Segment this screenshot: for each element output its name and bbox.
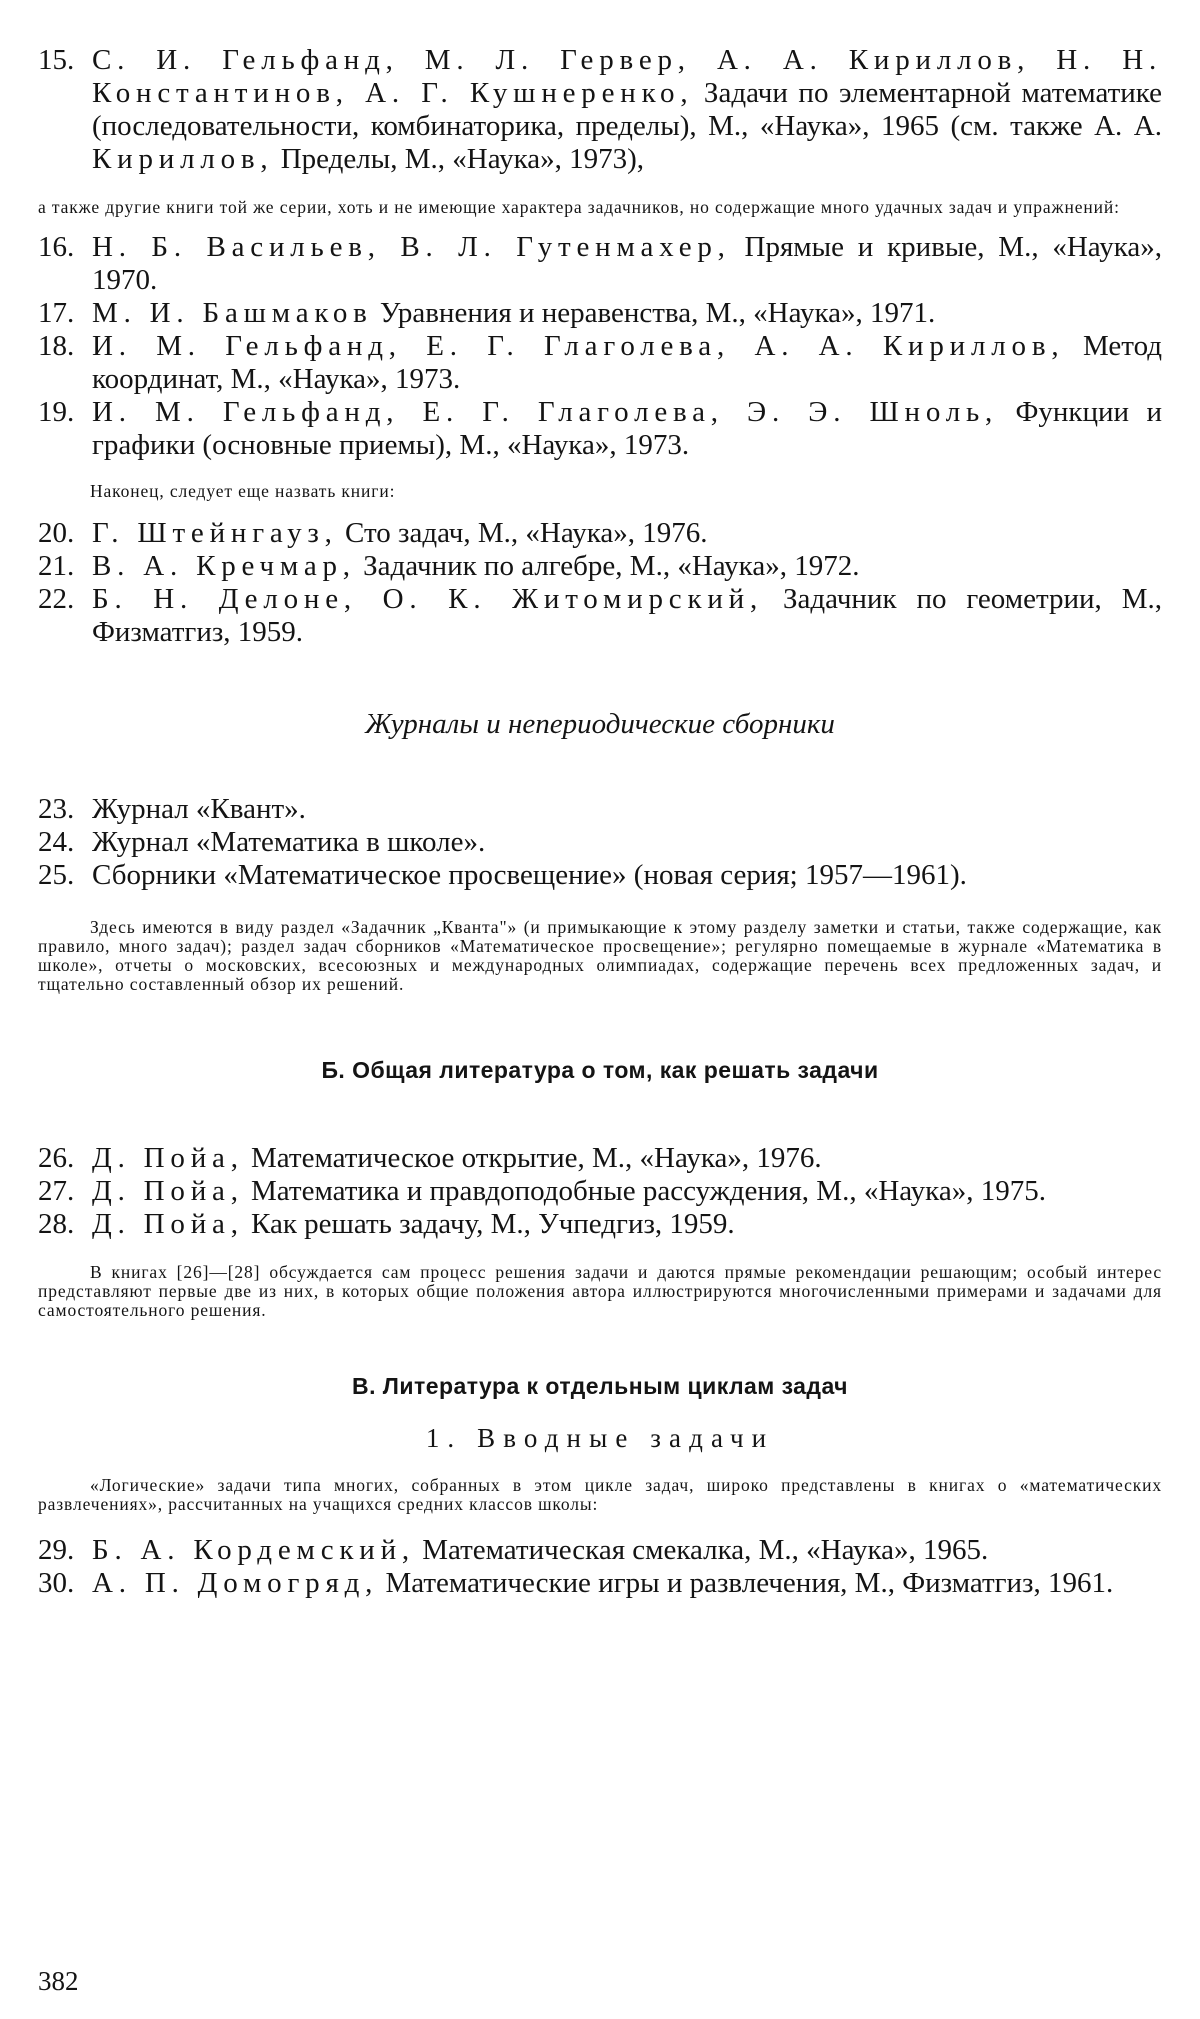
reference-author: М. И. Башмаков (92, 297, 373, 329)
reference-number: 25. (38, 859, 75, 891)
reference-30 (38, 1567, 1162, 1600)
reference-list-series (38, 231, 1162, 462)
reference-text (92, 396, 1162, 462)
reference-number: 27. (38, 1175, 75, 1207)
reference-number: 16. (38, 231, 75, 263)
reference-author: Б. Н. Делоне, О. К. Житомирский, (92, 583, 764, 615)
reference-title: Как решать задачу, М., Учпедгиз, 1959. (243, 1208, 735, 1240)
reference-28 (38, 1208, 1162, 1241)
reference-text: Сборники «Математическое просвещение» (новая серия; 1957—1961). (92, 859, 967, 891)
reference-number: 15. (38, 44, 75, 76)
reference-title: Метод координат, М., «Наука», 1973. (92, 330, 1162, 395)
reference-number: 23. (38, 793, 75, 825)
reference-list-journals (38, 793, 1162, 892)
reference-author: Г. Штейнгауз, (92, 517, 338, 549)
reference-author: Д. Пойа, (92, 1208, 244, 1240)
reference-text: Журнал «Квант». (92, 793, 306, 825)
reference-title: Прямые и кривые, М., «Наука», 1970. (92, 231, 1162, 296)
reference-author: А. П. Домогряд, (92, 1567, 379, 1599)
reference-text: Журнал «Математика в школе». (92, 826, 486, 858)
reference-27 (38, 1175, 1162, 1208)
reference-number: 17. (38, 297, 75, 329)
reference-number: 24. (38, 826, 75, 858)
reference-text (92, 550, 1162, 583)
reference-author: Д. Пойа, (92, 1142, 244, 1174)
reference-23 (38, 793, 1162, 826)
reference-text (92, 231, 1162, 297)
reference-text (92, 1175, 1162, 1208)
reference-26 (38, 1142, 1162, 1175)
reference-author: Б. А. Кордемский, (92, 1534, 415, 1566)
note-intro-problems: «Логические» задачи типа многих, собранных в этом цикле задач, широко представлены в книгах о «математических развлечениях», рассчитанных на учащихся средних классов школы: (38, 1475, 1162, 1514)
reference-author: И. М. Гельфанд, Е. Г. Глаголева, Э. Э. Шноль, (92, 396, 999, 428)
reference-number: 19. (38, 396, 75, 428)
reference-title: Уравнения и неравенства, М., «Наука», 1971. (372, 297, 936, 329)
reference-text (92, 1142, 1162, 1175)
note-section-b: В книгах [26]—[28] обсуждается сам процесс решения задачи и даются прямые рекомендации решающим; особый интерес представляют первые две из них, в которых общие положения автора иллюстрируются многочисленными примерами и задачами для самостоятельного решения. (38, 1262, 1162, 1320)
reference-text (92, 330, 1162, 396)
reference-text (92, 1567, 1162, 1600)
reference-author: Д. Пойа, (92, 1175, 244, 1207)
reference-18 (38, 330, 1162, 396)
reference-author: И. М. Гельфанд, Е. Г. Глаголева, А. А. Кириллов, (92, 330, 1065, 362)
reference-text (92, 1208, 1162, 1241)
reference-text (92, 517, 1162, 550)
reference-number: 26. (38, 1142, 75, 1174)
heading-intro-problems: 1. Вводные задачи (425, 1423, 775, 1453)
reference-text (92, 1534, 1162, 1567)
note-finally: Наконец, следует еще назвать книги: (90, 481, 396, 501)
reference-title: Математическое открытие, М., «Наука», 1976. (243, 1142, 822, 1174)
reference-author: Н. Б. Васильев, В. Л. Гутенмахер, (92, 231, 731, 263)
reference-19 (38, 396, 1162, 462)
reference-text (92, 44, 1162, 176)
reference-16 (38, 231, 1162, 297)
reference-15 (38, 44, 1162, 176)
reference-number: 30. (38, 1567, 75, 1599)
reference-title: Пределы, М., «Наука», 1973), (273, 143, 645, 175)
heading-journals: Журналы и непериодические сборники (365, 708, 835, 740)
reference-29 (38, 1534, 1162, 1567)
reference-list-b (38, 1142, 1162, 1241)
reference-title: Задачник по геометрии, М., Физматгиз, 1959. (92, 583, 1162, 648)
reference-list-finally (38, 517, 1162, 649)
note-journals: Здесь имеются в виду раздел «Задачник „Кванта"» (и примыкающие к этому разделу заметки и статьи, также содержащие, как правило, много задач); раздел задач сборников «Математическое просвещение»; регулярно помещаемые в журнале «Математика в школе», отчеты о московских, всесоюзных и международных олимпиадах, содержащие перечень всех предложенных задач, и тщательно составленный обзор их решений. (38, 917, 1162, 994)
reference-24 (38, 826, 1162, 859)
reference-list-intro (38, 1534, 1162, 1600)
heading-section-b: Б. Общая литература о том, как решать задачи (321, 1057, 879, 1083)
reference-number: 21. (38, 550, 75, 582)
reference-title: Математические игры и развлечения, М., Физматгиз, 1961. (378, 1567, 1114, 1599)
reference-25 (38, 859, 1162, 892)
reference-text (92, 583, 1162, 649)
page-number: 382 (38, 1966, 79, 1996)
reference-number: 28. (38, 1208, 75, 1240)
reference-title: Сто задач, М., «Наука», 1976. (337, 517, 708, 549)
reference-17 (38, 297, 1162, 330)
reference-number: 29. (38, 1534, 75, 1566)
heading-section-v: В. Литература к отдельным циклам задач (352, 1373, 848, 1399)
reference-text (92, 297, 1162, 330)
reference-number: 22. (38, 583, 75, 615)
reference-title: Функции и графики (основные приемы), М., «Наука», 1973. (92, 396, 1162, 461)
reference-title: Математическая смекалка, М., «Наука», 1965. (414, 1534, 989, 1566)
reference-author: В. А. Кречмар, (92, 550, 356, 582)
reference-21 (38, 550, 1162, 583)
reference-22 (38, 583, 1162, 649)
reference-number: 20. (38, 517, 75, 549)
reference-title: Задачи по элементарной математике (последовательности, комбинаторика, пределы), М., «Наука», 1965 (см. также А. А. (92, 77, 1162, 142)
reference-author: С. И. Гельфанд, М. Л. Гервер, А. А. Кириллов, Н. Н. Константинов, А. Г. Кушнеренко, (92, 44, 1162, 109)
reference-author: Кириллов, (92, 143, 274, 175)
reference-number: 18. (38, 330, 75, 362)
note-series: а также другие книги той же серии, хоть и не имеющие характера задачников, но содержащие много удачных задач и упражнений: (38, 197, 1120, 217)
bibliography-page (38, 44, 1162, 1600)
reference-title: Задачник по алгебре, М., «Наука», 1972. (355, 550, 860, 582)
reference-20 (38, 517, 1162, 550)
reference-title: Математика и правдоподобные рассуждения, М., «Наука», 1975. (243, 1175, 1046, 1207)
